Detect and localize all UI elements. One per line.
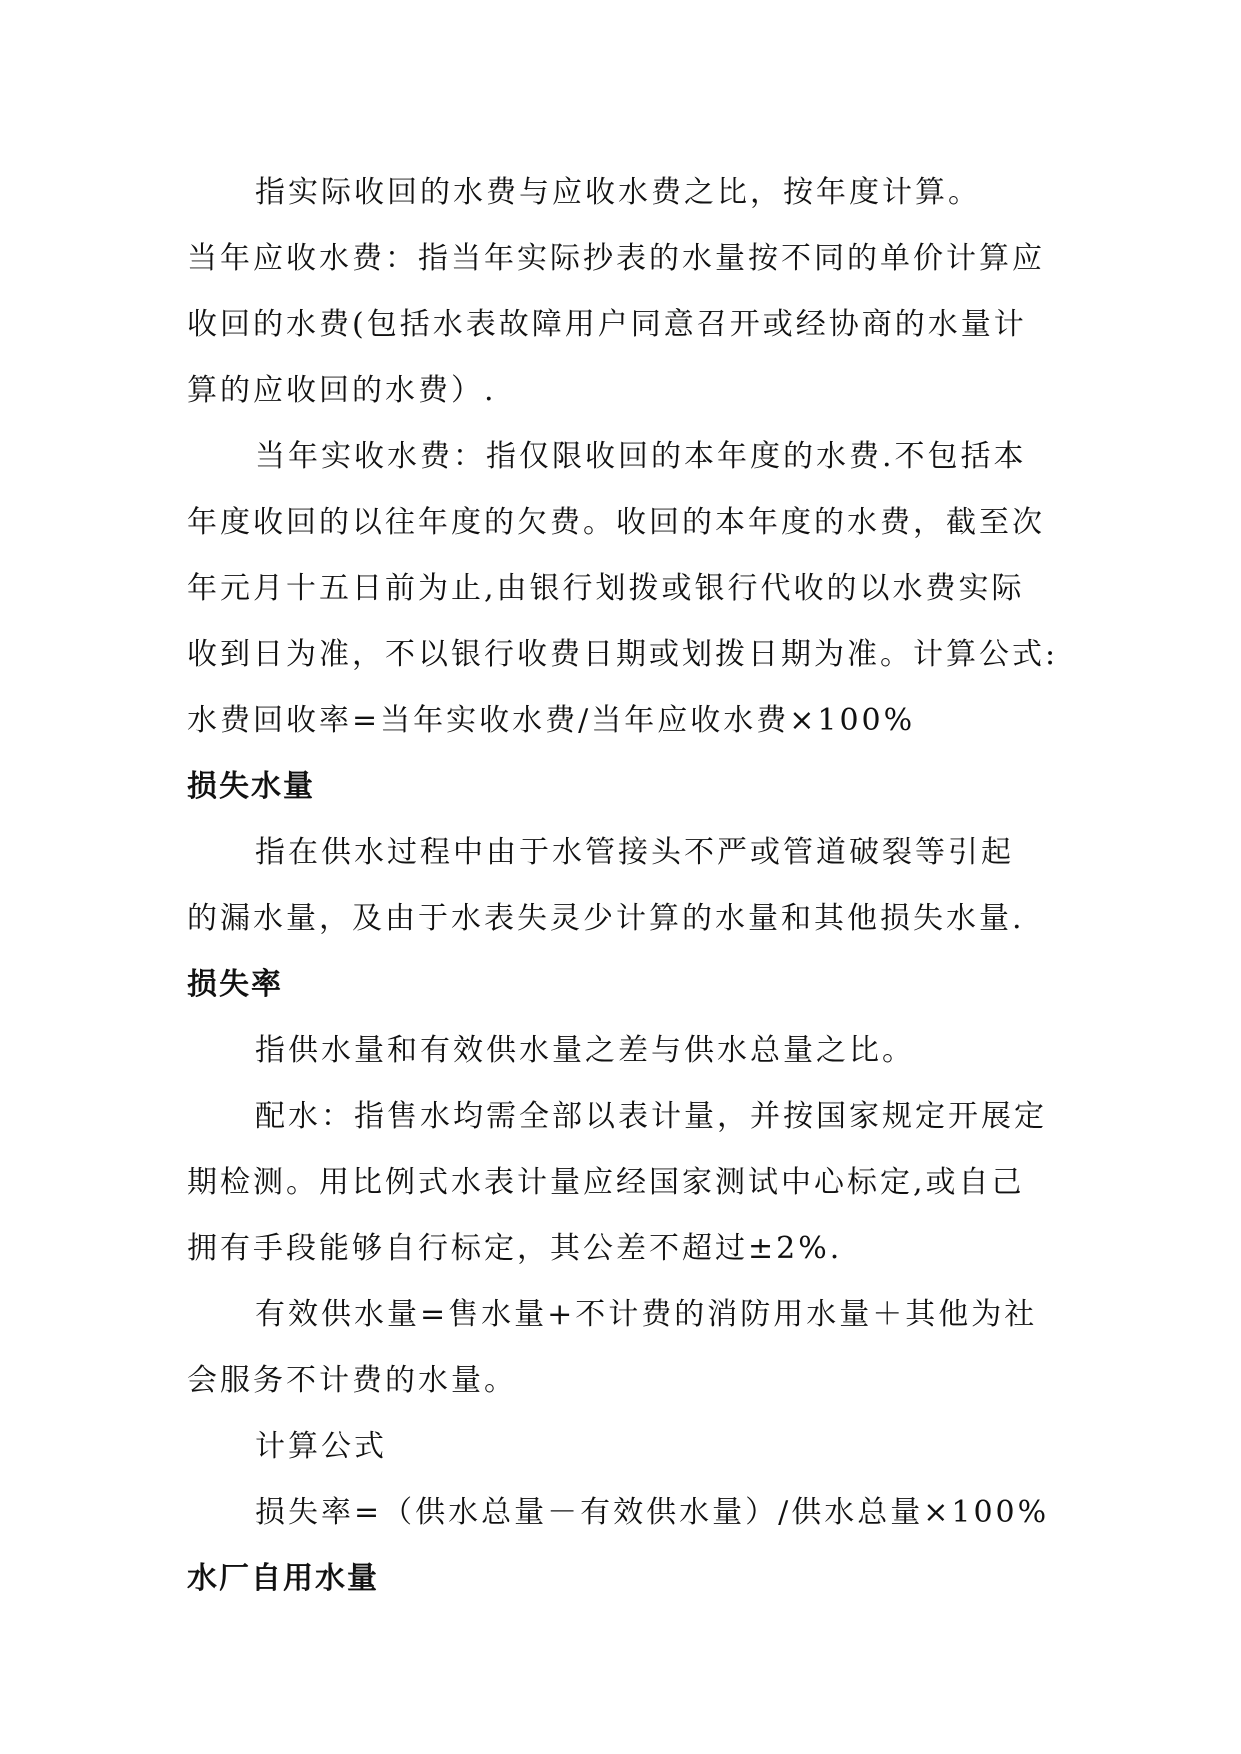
text-line: 指在供水过程中由于水管接头不严或管道破裂等引起 (255, 835, 1014, 870)
text-line: 配水：指售水均需全部以表计量，并按国家规定开展定 (255, 1099, 1047, 1134)
paragraph (187, 1018, 1057, 1084)
heading-text: 损失率 (187, 967, 283, 1002)
section-heading (187, 952, 1057, 1018)
paragraph (187, 424, 1057, 754)
paragraph (187, 820, 1057, 952)
text-line: 水费回收率=当年实收水费/当年应收水费×100% (187, 703, 916, 738)
paragraph (187, 1480, 1057, 1546)
document-body (187, 160, 1057, 1612)
text-line: 算的应收回的水费）. (187, 373, 497, 408)
paragraph (187, 1414, 1057, 1480)
paragraph (187, 160, 1057, 226)
text-line: 的漏水量，及由于水表失灵少计算的水量和其他损失水量. (187, 901, 1025, 936)
heading-text: 水厂自用水量 (187, 1561, 379, 1596)
text-line: 拥有手段能够自行标定，其公差不超过±2%. (187, 1231, 843, 1266)
text-line: 指实际收回的水费与应收水费之比，按年度计算。 (255, 175, 981, 210)
heading-text: 损失水量 (187, 769, 315, 804)
text-line: 收到日为准，不以银行收费日期或划拨日期为准。计算公式: (187, 637, 1059, 672)
text-line: 会服务不计费的水量。 (187, 1363, 517, 1398)
text-line: 有效供水量=售水量+不计费的消防用水量＋其他为社 (255, 1297, 1038, 1332)
text-line: 损失率=（供水总量－有效供水量）/供水总量×100% (255, 1495, 1050, 1530)
paragraph (187, 226, 1057, 424)
section-heading (187, 1546, 1057, 1612)
text-line: 年元月十五日前为止,由银行划拨或银行代收的以水费实际 (187, 571, 1025, 606)
text-line: 计算公式 (255, 1429, 387, 1464)
paragraph (187, 1084, 1057, 1282)
paragraph (187, 1282, 1057, 1414)
text-line: 期检测。用比例式水表计量应经国家测试中心标定,或自己 (187, 1165, 1025, 1200)
text-line: 收回的水费(包括水表故障用户同意召开或经协商的水量计 (187, 307, 1027, 342)
text-line: 当年实收水费：指仅限收回的本年度的水费.不包括本 (255, 439, 1027, 474)
text-line: 指供水量和有效供水量之差与供水总量之比。 (255, 1033, 915, 1068)
text-line: 当年应收水费：指当年实际抄表的水量按不同的单价计算应 (187, 241, 1045, 276)
text-line: 年度收回的以往年度的欠费。收回的本年度的水费，截至次 (187, 505, 1045, 540)
section-heading (187, 754, 1057, 820)
